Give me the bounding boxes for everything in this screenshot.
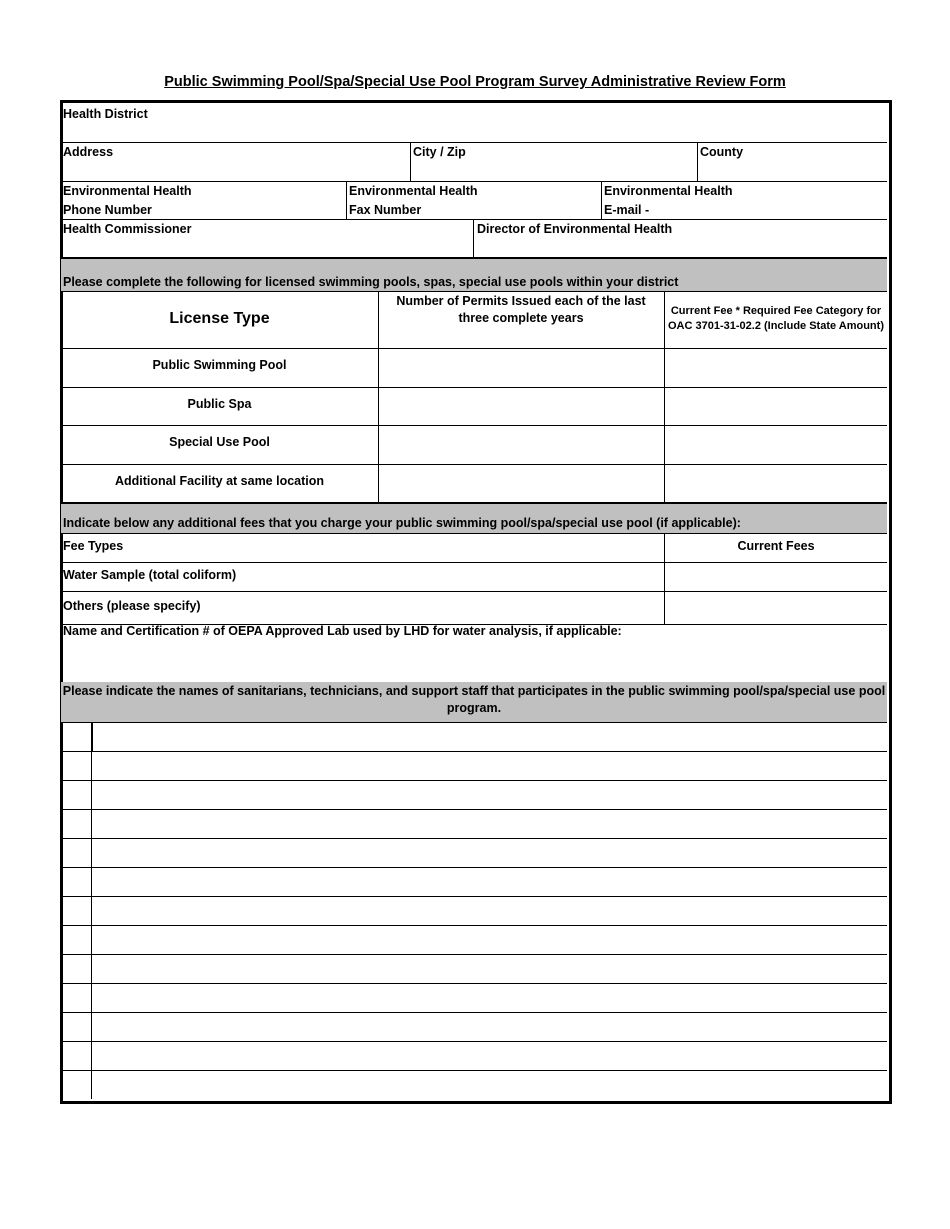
lab-field[interactable] bbox=[63, 643, 883, 681]
divider bbox=[601, 181, 602, 220]
divider bbox=[61, 562, 887, 563]
license-row-label: Public Swimming Pool bbox=[152, 358, 287, 372]
staff-number-divider bbox=[91, 722, 92, 1099]
license-type-header: License Type bbox=[169, 310, 270, 327]
divider bbox=[664, 291, 665, 503]
health-commissioner-field[interactable] bbox=[63, 239, 470, 257]
divider bbox=[61, 425, 887, 426]
eh-email-label-line2: E-mail - bbox=[604, 203, 650, 217]
divider bbox=[346, 181, 347, 220]
permits-input-additional[interactable] bbox=[380, 466, 663, 502]
fee-row-label: Water Sample (total coliform) bbox=[63, 568, 237, 582]
health-commissioner-label: Health Commissioner bbox=[63, 222, 192, 236]
health-district-label: Health District bbox=[63, 107, 148, 121]
permits-input-pool[interactable] bbox=[380, 350, 663, 386]
city-zip-field[interactable] bbox=[413, 162, 695, 180]
staff-name-input[interactable] bbox=[94, 752, 884, 779]
address-label: Address bbox=[63, 145, 114, 159]
page-title: Public Swimming Pool/Spa/Special Use Pool Program Survey Administrative Review Form bbox=[164, 74, 786, 90]
staff-name-input[interactable] bbox=[94, 1071, 884, 1097]
staff-name-input[interactable] bbox=[94, 955, 884, 982]
fee-others-input[interactable] bbox=[666, 593, 885, 622]
fee-types-header: Fee Types bbox=[63, 539, 124, 553]
fee-input-special-use[interactable] bbox=[666, 427, 885, 463]
fee-input-pool[interactable] bbox=[666, 350, 885, 386]
eh-phone-field[interactable] bbox=[160, 201, 344, 219]
permits-input-spa[interactable] bbox=[380, 389, 663, 425]
staff-name-input[interactable] bbox=[94, 781, 884, 808]
current-fees-header: Current Fees bbox=[737, 539, 815, 553]
county-field[interactable] bbox=[700, 162, 884, 180]
divider bbox=[61, 348, 887, 349]
fee-input-spa[interactable] bbox=[666, 389, 885, 425]
lab-label: Name and Certification # of OEPA Approved Lab used by LHD for water analysis, if applicable: bbox=[63, 624, 622, 638]
divider bbox=[61, 387, 887, 388]
fee-input-additional[interactable] bbox=[666, 466, 885, 502]
divider bbox=[410, 142, 411, 181]
divider bbox=[697, 142, 698, 181]
fees-banner: Indicate below any additional fees that you charge your public swimming pool/spa/special use pool (if applicable): bbox=[63, 516, 741, 530]
eh-phone-label-line2: Phone Number bbox=[63, 203, 152, 217]
eh-fax-field[interactable] bbox=[430, 201, 598, 219]
divider bbox=[61, 533, 887, 534]
county-label: County bbox=[700, 145, 744, 159]
divider bbox=[61, 464, 887, 465]
fee-header: Current Fee * Required Fee Category for OAC 3701-31-02.2 (Include State Amount) bbox=[668, 305, 884, 332]
fee-row-label: Others (please specify) bbox=[63, 599, 201, 613]
license-row-label: Special Use Pool bbox=[169, 435, 270, 449]
staff-name-input[interactable] bbox=[94, 1013, 884, 1040]
staff-name-input[interactable] bbox=[94, 1042, 884, 1069]
eh-fax-label-line2: Fax Number bbox=[349, 203, 422, 217]
staff-number-divider-bold bbox=[91, 722, 93, 751]
eh-email-label-line1: Environmental Health bbox=[604, 184, 733, 198]
health-district-field[interactable] bbox=[63, 124, 883, 142]
staff-name-input[interactable] bbox=[94, 723, 884, 750]
address-field[interactable] bbox=[63, 162, 408, 180]
eh-phone-label-line1: Environmental Health bbox=[63, 184, 192, 198]
eh-fax-label-line1: Environmental Health bbox=[349, 184, 478, 198]
city-zip-label: City / Zip bbox=[413, 145, 466, 159]
staff-name-input[interactable] bbox=[94, 868, 884, 895]
staff-name-input[interactable] bbox=[94, 810, 884, 837]
director-eh-label: Director of Environmental Health bbox=[477, 222, 673, 236]
license-row-label: Additional Facility at same location bbox=[114, 474, 325, 488]
divider bbox=[61, 291, 887, 292]
divider bbox=[473, 219, 474, 258]
divider bbox=[378, 291, 379, 503]
eh-email-field[interactable] bbox=[655, 201, 884, 219]
divider bbox=[664, 533, 665, 624]
staff-name-input[interactable] bbox=[94, 926, 884, 953]
divider bbox=[61, 591, 887, 592]
permits-input-special-use[interactable] bbox=[380, 427, 663, 463]
staff-name-input[interactable] bbox=[94, 897, 884, 924]
fee-others-specify-input[interactable] bbox=[210, 593, 660, 622]
staff-name-input[interactable] bbox=[94, 839, 884, 866]
fee-water-sample-input[interactable] bbox=[666, 564, 885, 590]
director-eh-field[interactable] bbox=[477, 239, 884, 257]
license-banner: Please complete the following for licensed swimming pools, spas, special use pools within your district bbox=[63, 275, 679, 289]
divider bbox=[61, 142, 887, 143]
permits-header: Number of Permits Issued each of the last three complete years bbox=[396, 294, 646, 325]
staff-name-input[interactable] bbox=[94, 984, 884, 1011]
license-row-label: Public Spa bbox=[187, 397, 252, 411]
staff-banner: Please indicate the names of sanitarians, technicians, and support staff that participates in the public swimming pool/spa/special use pool program. bbox=[62, 684, 886, 715]
